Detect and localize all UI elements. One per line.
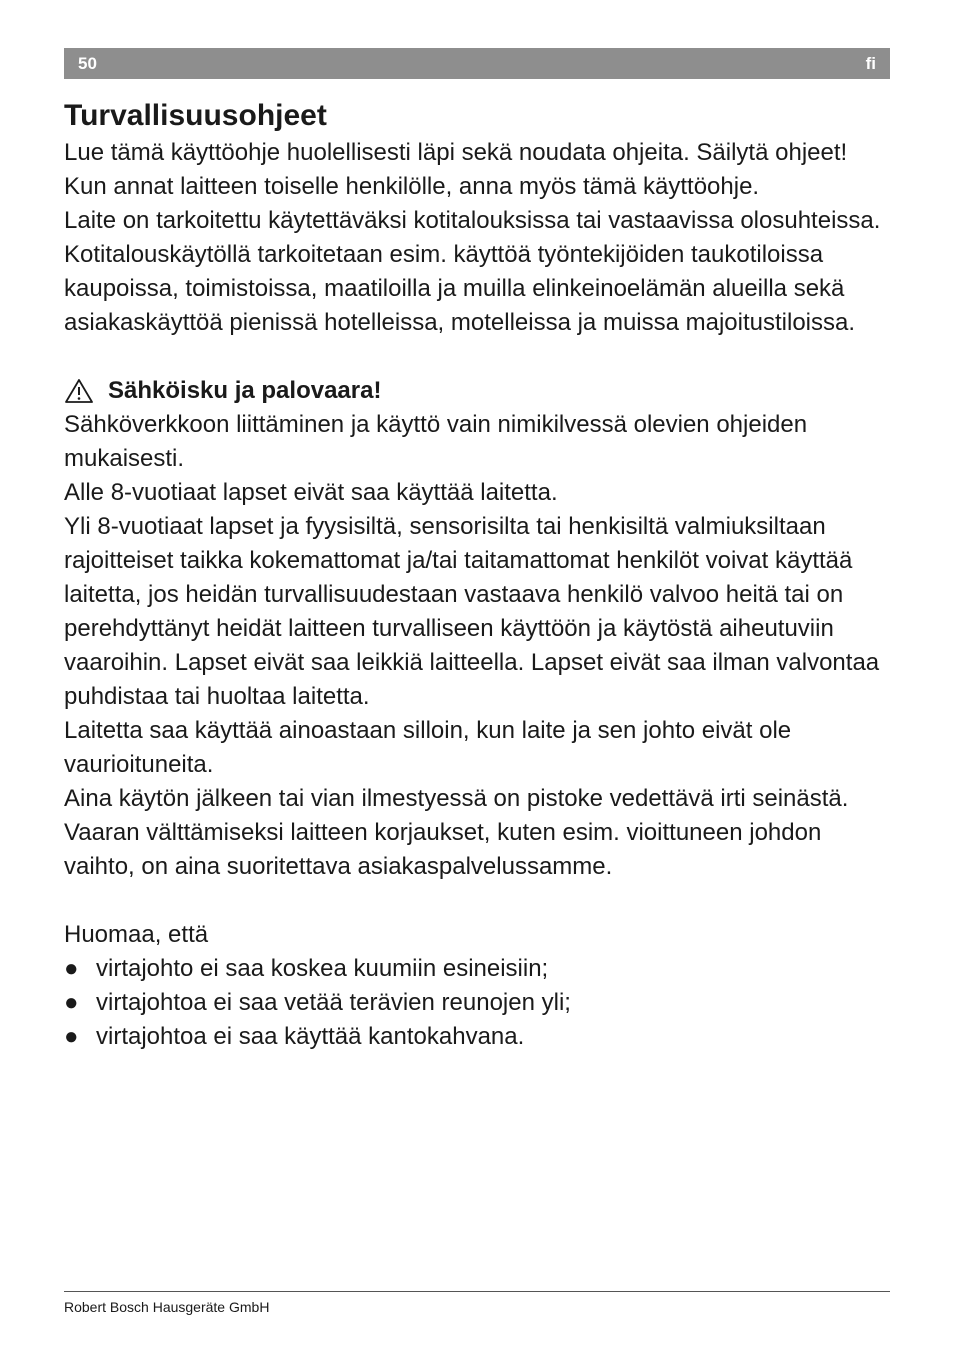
intro-paragraph-1: Lue tämä käyttöohje huolellisesti läpi sekä noudata ohjeita. Säilytä ohjeet! bbox=[64, 139, 848, 166]
section-gap bbox=[64, 884, 890, 918]
list-item-text: virtajohto ei saa koskea kuumiin esineisiin; bbox=[96, 955, 549, 982]
warning-paragraph-2: Alle 8-vuotiaat lapset eivät saa käyttää laitetta. bbox=[64, 479, 558, 506]
intro-paragraph-2: Kun annat laitteen toiselle henkilölle, anna myös tämä käyttöohje. bbox=[64, 173, 760, 200]
bullet-icon: ● bbox=[64, 989, 79, 1016]
list-item bbox=[64, 1020, 890, 1054]
warning-triangle-icon bbox=[64, 378, 94, 404]
footer-divider bbox=[64, 1291, 890, 1292]
intro-paragraph-3: Laite on tarkoitettu käytettäväksi kotitalouksissa tai vastaavissa olosuhteissa. Kotitalouskäytöllä tarkoitetaan esim. käyttöä työntekijöiden taukotiloissa kaupoissa, toimistoissa, maatiloilla ja muilla elinkeinoelämän alueilla sekä asiakaskäyttöä pienissä hotelleissa, motelleissa ja muissa majoitustiloissa. bbox=[64, 207, 881, 336]
list-item bbox=[64, 986, 890, 1020]
warning-paragraph-6: Vaaran välttämiseksi laitteen korjaukset, kuten esim. vioittuneen johdon vaihto, on aina suoritettava asiakaspalvelussamme. bbox=[64, 819, 822, 880]
language-code: fi bbox=[865, 54, 876, 73]
page-header-bar bbox=[64, 48, 890, 79]
list-item-text: virtajohtoa ei saa vetää terävien reunojen yli; bbox=[96, 989, 571, 1016]
page-content bbox=[64, 96, 890, 1054]
warning-paragraph-3: Yli 8-vuotiaat lapset ja fyysisiltä, sensorisilta tai henkisiltä valmiuksiltaan rajoitteiset taikka kokemattomat ja/tai taitamattomat henkilöt voivat käyttää laitetta, jos heidän turvallisuudestaan vastaava henkilö valvoo heitä tai on perehdyttänyt heidät laitteen turvalliseen käyttöön ja käytöstä aiheutuviin vaaroihin. Lapset eivät saa leikkiä laitteella. Lapset eivät saa ilman valvontaa puhdistaa tai huoltaa laitetta. bbox=[64, 513, 880, 710]
note-lead: Huomaa, että bbox=[64, 921, 209, 948]
bullet-icon: ● bbox=[64, 955, 79, 982]
warning-paragraph-4: Laitetta saa käyttää ainoastaan silloin, kun laite ja sen johto eivät ole vaurioituneita. bbox=[64, 717, 792, 778]
list-item bbox=[64, 952, 890, 986]
warning-paragraph-5: Aina käytön jälkeen tai vian ilmestyessä on pistoke vedettävä irti seinästä. bbox=[64, 785, 849, 812]
warning-heading-row bbox=[64, 374, 890, 408]
section-gap bbox=[64, 340, 890, 374]
page-title: Turvallisuusohjeet bbox=[64, 99, 327, 132]
footer-company: Robert Bosch Hausgeräte GmbH bbox=[64, 1299, 270, 1315]
list-item-text: virtajohtoa ei saa käyttää kantokahvana. bbox=[96, 1023, 525, 1050]
note-list bbox=[64, 952, 890, 1054]
warning-paragraph-1: Sähköverkkoon liittäminen ja käyttö vain nimikilvessä olevien ohjeiden mukaisesti. bbox=[64, 411, 808, 472]
warning-heading: Sähköisku ja palovaara! bbox=[108, 377, 382, 404]
bullet-icon: ● bbox=[64, 1023, 79, 1050]
page-number: 50 bbox=[78, 54, 97, 73]
